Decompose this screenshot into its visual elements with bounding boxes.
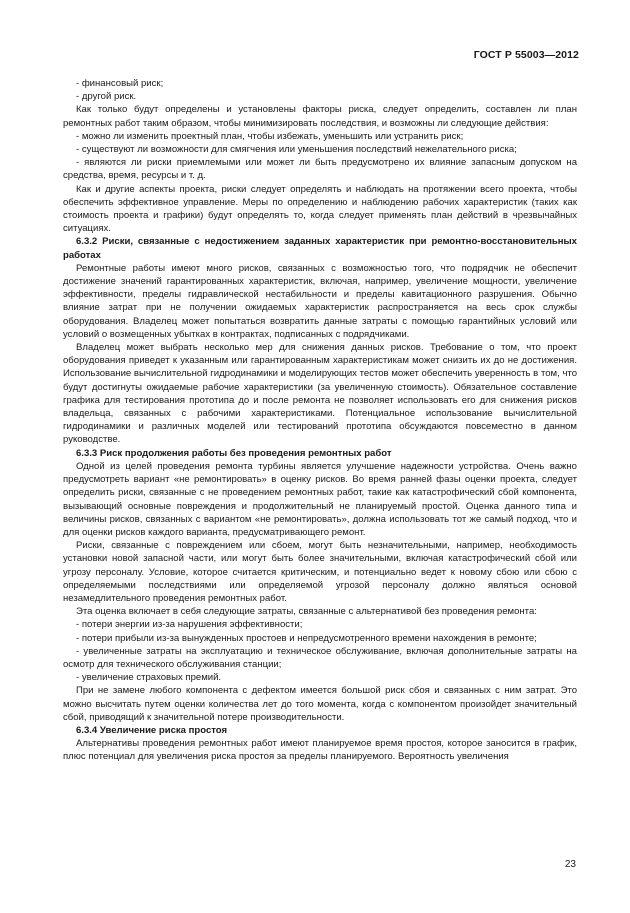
section-heading-6-3-3: 6.3.3 Риск продолжения работы без проведения ремонтных работ: [76, 447, 392, 459]
page-number: 23: [564, 859, 576, 870]
list-item: - можно ли изменить проектный план, чтобы избежать, уменьшить или устранить риск;: [76, 130, 464, 142]
list-item: - потери прибыли из-за вынужденных простоев и непредусмотренного времени нахождения в ремонте;: [76, 632, 537, 644]
list-item: - являются ли риски приемлемыми или может ли быть предусмотрено их влияние запасным допуском на средства, время, ресурсы и т. д.: [63, 157, 577, 182]
section-heading-6-3-4: 6.3.4 Увеличение риска простоя: [76, 724, 228, 736]
paragraph: Одной из целей проведения ремонта турбины является улучшение надежности устройства. Очень важно предусмотреть вариант «не ремонтировать» в оценку рисков. Во время ранней фазы оценки проекта, следует определить риски, связанные с не проведением ремонтных работ, такие как катастрофический сбой компонента, вызывающий основные повреждения и продолжительный не планируемый простой. Оценка данного типа и величины рисков, связанных с вариантом «не ремонтировать», должна использовать тот же самый подход, что и для оценки рисков каждого варианта, предусматривающего ремонт.: [63, 460, 577, 538]
section-heading-6-3-2: 6.3.2 Риски, связанные с недостижением заданных характеристик при ремонтно-восстановительных работах: [63, 236, 577, 261]
list-item: - увеличение страховых премий.: [76, 672, 222, 684]
list-item: - существуют ли возможности для смягчения или уменьшения последствий нежелательного риска;: [76, 144, 517, 156]
paragraph: Ремонтные работы имеют много рисков, связанных с возможностью того, что подрядчик не обеспечит достижение значений гарантированных характеристик, включая, например, увеличение мощности, увеличение эффективности, пределы гидравлической нестабильности и пределы кавитационного разрушения. Обычно влияние затрат при не получении ожидаемых характеристик распространяется на весь срок службы оборудования. Владелец может попытаться возвратить данные затраты с помощью гарантийных условий или условий о возмещенных убытках в контрактах, подписанных с подрядчиками.: [63, 262, 577, 340]
paragraph: Альтернативы проведения ремонтных работ имеют планируемое время простоя, которое заносится в график, плюс потенциал для увеличения риска простоя за пределы планируемого. Вероятность увеличения: [63, 738, 577, 763]
paragraph: Риски, связанные с повреждением или сбоем, могут быть незначительными, например, необходимость установки новой запасной части, или могут быть более значительными, включая катастрофический сбой или угрозу персоналу. Условие, которое считается критическим, и потенциально ведет к новому сбою или сбою с определяемыми последствиями или определяемой угрозой персоналу должно являться основой незамедлительного проведения ремонтных работ.: [63, 540, 577, 604]
document-body: [63, 77, 577, 764]
standard-header: ГОСТ Р 55003—2012: [473, 49, 579, 61]
paragraph: Как только будут определены и установлены факторы риска, следует определить, составлен ли план ремонтных работ таким образом, чтобы минимизировать последствия, и возможны ли следующие действия:: [63, 104, 577, 129]
list-item: - потери энергии из-за нарушения эффективности;: [76, 619, 303, 631]
list-item: - увеличенные затраты на эксплуатацию и техническое обслуживание, включая дополнительные затраты на осмотр для технического обслуживания станции;: [63, 645, 577, 670]
paragraph: Как и другие аспекты проекта, риски следует определять и наблюдать на протяжении всего проекта, чтобы обеспечить эффективное управление. Меры по определению и наблюдению рабочих характеристик (таких как стоимость проекта и графики) будут определять то, когда следует применять план действий в чрезвычайных ситуациях.: [63, 183, 577, 235]
paragraph: Владелец может выбрать несколько мер для снижения данных рисков. Требование о том, что проект оборудования приведет к указанным или гарантированным характеристикам может снизить их до не достижения. Использование вычислительной гидродинамики и моделирующих тестов может обеспечить уверенность в том, что будут достигнуты ожидаемые рабочие характеристики (за увеличенную стоимость). Обязательное составление графика для тестирования прототипа до и после ремонта не позволяет использовать его для снижения рисков владельца, связанных с рабочими характеристиками. Потенциальное использование вычислительной гидродинамики и различных моделей или тестирований прототипа обсуждаются повсеместно в данном руководстве.: [63, 342, 577, 446]
paragraph: При не замене любого компонента с дефектом имеется большой риск сбоя и связанных с ним затрат. Это можно высчитать путем оценки количества лет до того момента, когда с компонентом произойдет значительный сбой, приводящий к значительной потере производительности.: [63, 685, 577, 723]
list-item: - финансовый риск;: [76, 78, 164, 89]
list-item: - другой риск.: [76, 91, 137, 103]
paragraph: Эта оценка включает в себя следующие затраты, связанные с альтернативой без проведения ремонта:: [76, 606, 537, 618]
